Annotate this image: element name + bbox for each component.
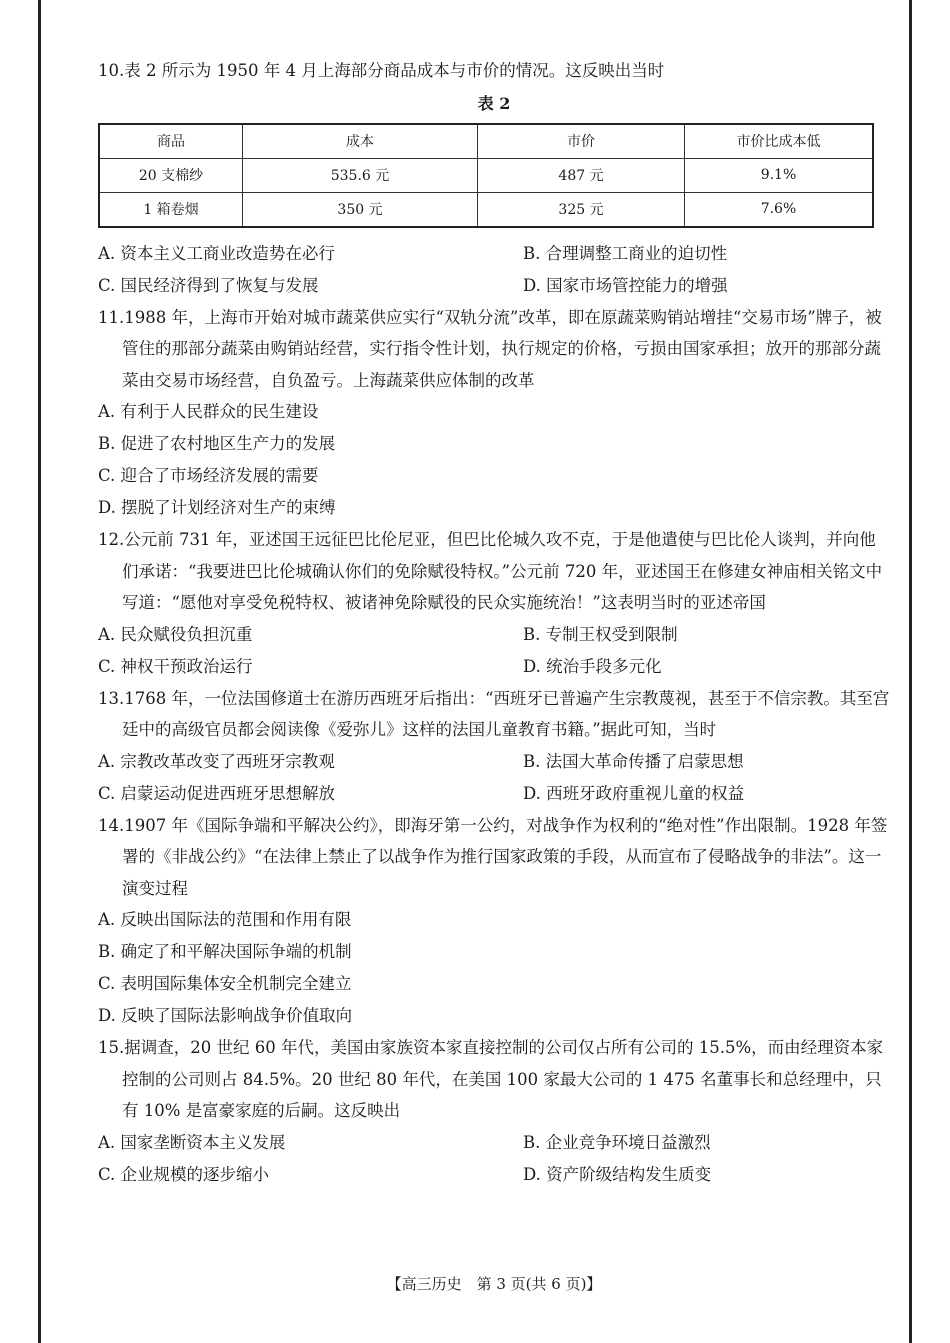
exam-page <box>98 55 890 1293</box>
question-11 <box>98 302 890 525</box>
table-header: 市价 <box>478 124 685 159</box>
option-a[interactable]: A. 有利于人民群众的民生建设 <box>98 402 319 421</box>
table-header: 商品 <box>99 124 243 159</box>
table-row <box>99 158 873 192</box>
table-cell: 7.6% <box>685 192 874 227</box>
table-header-row <box>99 124 873 159</box>
question-15 <box>98 1032 890 1191</box>
question-stem: 11.1988 年，上海市开始对城市蔬菜供应实行“双轨分流”改革，即在原蔬菜购销站增挂“交易市场”牌子，被管住的那部分蔬菜由购销站经营，实行指令性计划，执行规定的价格，亏损由国家承担；放开的那部分蔬菜由交易市场经营，自负盈亏。上海蔬菜供应体制的改革 <box>98 307 882 390</box>
table-cell: 487 元 <box>478 158 685 192</box>
question-stem: 14.1907 年《国际争端和平解决公约》，即海牙第一公约，对战争作为权利的“绝对性”作出限制。1928 年签署的《非战公约》“在法律上禁止了以战争作为推行国家政策的手段，从而宣布了侵略战争的非法”。这一演变过程 <box>98 815 888 898</box>
options <box>98 746 890 810</box>
question-12 <box>98 524 890 683</box>
table-cell: 350 元 <box>243 192 478 227</box>
question-stem: 13.1768 年，一位法国修道士在游历西班牙后指出：“西班牙已普遍产生宗教蔑视，甚至于不信宗教。其至宫廷中的高级官员都会阅读像《爱弥儿》这样的法国儿童教育书籍。”据此可知，当时 <box>98 688 890 739</box>
option-c[interactable]: C. 表明国际集体安全机制完全建立 <box>98 974 352 993</box>
question-14 <box>98 810 890 1033</box>
option-a[interactable]: A. 国家垄断资本主义发展 <box>98 1132 286 1152</box>
options <box>98 619 890 683</box>
option-b[interactable]: B. 企业竞争环境日益激烈 <box>523 1132 711 1152</box>
option-c[interactable]: C. 神权干预政治运行 <box>98 656 253 676</box>
table-cell: 20 支棉纱 <box>99 158 243 192</box>
options <box>98 904 890 1032</box>
option-a[interactable]: A. 反映出国际法的范围和作用有限 <box>98 910 352 929</box>
options <box>98 1127 890 1191</box>
option-a[interactable]: A. 宗教改革改变了西班牙宗教观 <box>98 751 335 771</box>
option-b[interactable]: B. 促进了农村地区生产力的发展 <box>98 434 336 453</box>
option-d[interactable]: D. 摆脱了计划经济对生产的束缚 <box>98 498 336 517</box>
question-stem: 12.公元前 731 年，亚述国王远征巴比伦尼亚，但巴比伦城久攻不克，于是他遣使与巴比伦人谈判，并向他们承诺：“我要进巴比伦城确认你们的免除赋役特权。”公元前 720 年，亚述国王在修建女神庙相关铭文中写道：“愿他对享受免税特权、被诸神免除赋役的民众实施统治！”这表明当时的亚述帝国 <box>98 530 883 612</box>
page-footer: 【高三历史 第 3 页(共 6 页)】 <box>386 1275 602 1293</box>
options <box>98 396 890 524</box>
option-d[interactable]: D. 反映了国际法影响战争价值取向 <box>98 1006 353 1025</box>
question-stem: 15.据调查，20 世纪 60 年代，美国由家族资本家直接控制的公司仅占所有公司的 15.5%，而由经理资本家控制的公司则占 84.5%。20 世纪 80 年代，在美国 100 家最大公司的 1 475 名董事长和总经理中，只有 10% 是富豪家庭的后嗣。这反映出 <box>98 1038 884 1120</box>
option-c[interactable]: C. 企业规模的逐步缩小 <box>98 1164 270 1184</box>
option-b[interactable]: B. 确定了和平解决国际争端的机制 <box>98 942 352 961</box>
option-c[interactable]: C. 迎合了市场经济发展的需要 <box>98 466 319 485</box>
option-a[interactable]: A. 民众赋役负担沉重 <box>98 624 253 644</box>
option-c[interactable]: C. 启蒙运动促进西班牙思想解放 <box>98 783 336 803</box>
option-a[interactable]: A. 资本主义工商业改造势在必行 <box>98 243 335 263</box>
price-table <box>98 123 874 228</box>
option-d[interactable]: D. 资产阶级结构发生质变 <box>523 1164 712 1184</box>
option-b[interactable]: B. 专制王权受到限制 <box>523 624 678 644</box>
options <box>98 238 890 302</box>
table-cell: 325 元 <box>478 192 685 227</box>
table-header: 市价比成本低 <box>685 124 874 159</box>
table-cell: 1 箱卷烟 <box>99 192 243 227</box>
option-b[interactable]: B. 法国大革命传播了启蒙思想 <box>523 751 744 771</box>
table-header: 成本 <box>243 124 478 159</box>
option-d[interactable]: D. 统治手段多元化 <box>523 656 662 676</box>
question-13 <box>98 683 890 810</box>
option-c[interactable]: C. 国民经济得到了恢复与发展 <box>98 275 319 295</box>
option-d[interactable]: D. 西班牙政府重视儿童的权益 <box>523 783 745 803</box>
table-cell: 9.1% <box>685 158 874 192</box>
option-d[interactable]: D. 国家市场管控能力的增强 <box>523 275 728 295</box>
table-cell: 535.6 元 <box>243 158 478 192</box>
question-10 <box>98 55 890 302</box>
option-b[interactable]: B. 合理调整工商业的迫切性 <box>523 243 728 263</box>
table-row <box>99 192 873 227</box>
question-stem: 10.表 2 所示为 1950 年 4 月上海部分商品成本与市价的情况。这反映出当时 <box>98 61 665 80</box>
table-title: 表 2 <box>477 93 511 113</box>
